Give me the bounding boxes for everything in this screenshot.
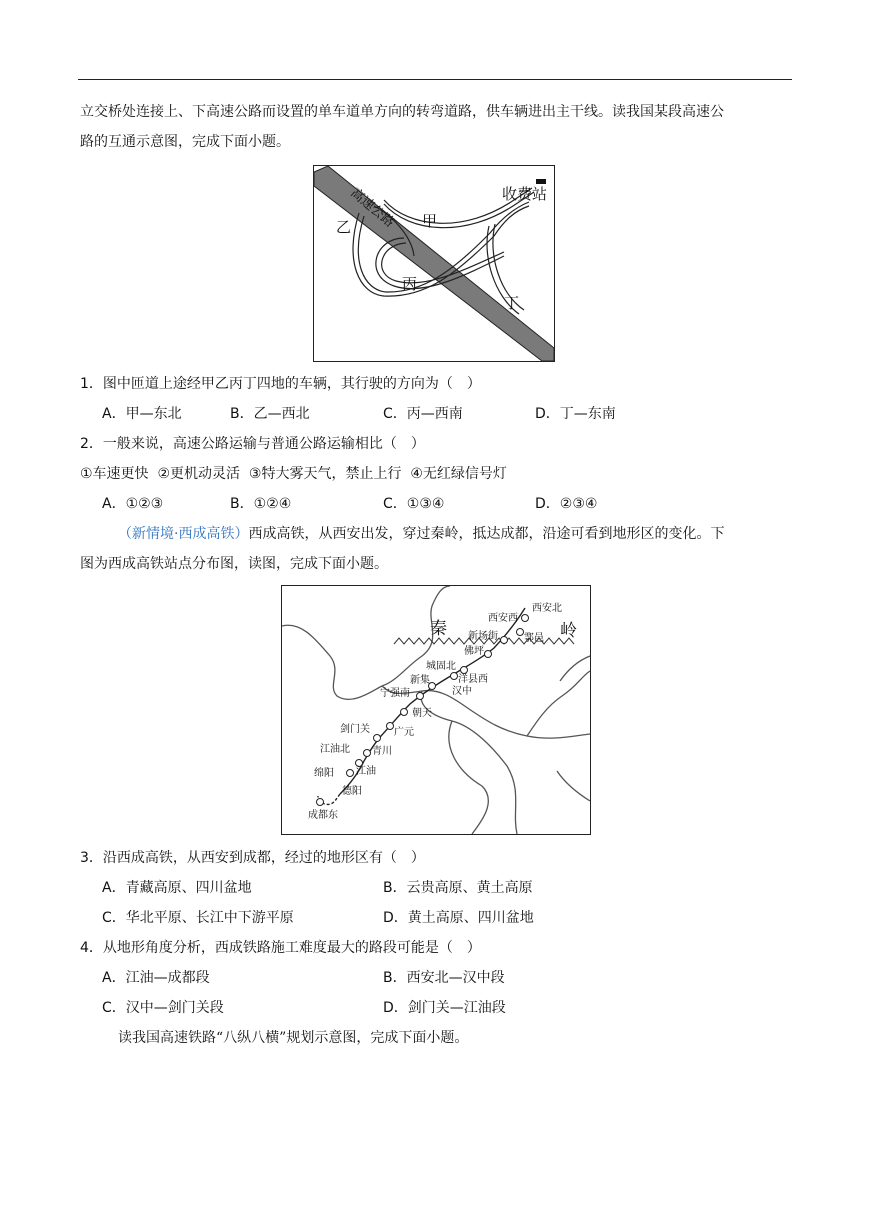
station-xianxi: 西安西 (488, 613, 518, 624)
q3-option-c[interactable]: C．华北平原、长江中下游平原 (102, 910, 294, 926)
station-guangyuan: 广元 (394, 727, 414, 738)
context2-line-1-text: 西成高铁，从西安出发，穿过秦岭，抵达成都，沿途可看到地形区的变化。下 (248, 526, 725, 542)
label-jia: 甲 (422, 212, 438, 230)
q2-option-c[interactable]: C．①③④ (383, 496, 445, 512)
q2-stem: 2．一般来说，高速公路运输与普通公路运输相比（ ） (80, 436, 425, 452)
q1-stem: 1．图中匝道上途经甲乙丙丁四地的车辆，其行驶的方向为（ ） (80, 376, 481, 392)
q4-option-a[interactable]: A．江油—成都段 (102, 970, 210, 986)
station-jiangyou: 江油 (356, 766, 376, 777)
station-qingchuan: 青川 (372, 746, 392, 757)
label-yi: 乙 (336, 218, 352, 236)
station-ningqiangnan: 宁强南 (380, 688, 410, 699)
q3-option-b[interactable]: B．云贵高原、黄土高原 (383, 880, 533, 896)
q1-option-d[interactable]: D．丁—东南 (535, 406, 616, 422)
header-rule (78, 79, 792, 80)
station-chenggubei: 城固北 (426, 661, 456, 672)
q4-option-d[interactable]: D．剑门关—江油段 (383, 1000, 506, 1016)
interchange-svg (314, 166, 554, 361)
q1-option-c[interactable]: C．丙—西南 (383, 406, 463, 422)
station-xinchangjie: 新场街 (468, 631, 498, 642)
q2-statements: ①车速更快 ②更机动灵活 ③特大雾天气，禁止上行 ④无红绿信号灯 (80, 466, 507, 482)
closing-instruction: 读我国高速铁路“八纵八横”规划示意图，完成下面小题。 (118, 1030, 469, 1046)
q3-option-d[interactable]: D．黄土高原、四川盆地 (383, 910, 534, 926)
station-xianbei: 西安北 (532, 603, 562, 614)
station-deyang: 德阳 (342, 786, 362, 797)
region-label-ling: 岭 (560, 621, 577, 641)
station-foping: 佛坪 (464, 646, 484, 657)
toll-station-icon (536, 179, 546, 184)
station-mianyang: 绵阳 (314, 768, 334, 779)
context2-tag: （新情境·西成高铁） (118, 526, 249, 542)
intro-line-2: 路的互通示意图，完成下面小题。 (80, 134, 290, 150)
q2-option-b[interactable]: B．①②④ (230, 496, 292, 512)
highway-label: 高速公路 (347, 185, 397, 231)
q3-stem: 3．沿西成高铁，从西安到成都，经过的地形区有（ ） (80, 850, 425, 866)
station-jianmenguan: 剑门关 (340, 724, 370, 735)
context2-line-2: 图为西成高铁站点分布图，读图，完成下面小题。 (80, 556, 388, 572)
label-bing: 丙 (402, 275, 418, 293)
q1-option-a[interactable]: A．甲—东北 (102, 406, 182, 422)
xicheng-railway-map (281, 585, 591, 835)
station-yangxianxi: 洋县西 (458, 674, 488, 685)
railway-map-svg (282, 586, 590, 834)
toll-station-label: 收费站 (502, 185, 548, 203)
q2-option-a[interactable]: A．①②③ (102, 496, 164, 512)
q1-option-b[interactable]: B．乙—西北 (230, 406, 310, 422)
label-ding: 丁 (504, 294, 520, 312)
intro-line-1: 立交桥处连接上、下高速公路而设置的单车道单方向的转弯道路，供车辆进出主干线。读我国某段高速公 (80, 104, 724, 120)
q3-option-a[interactable]: A．青藏高原、四川盆地 (102, 880, 252, 896)
station-chaotian: 朝天 (412, 708, 432, 719)
q4-option-b[interactable]: B．西安北—汉中段 (383, 970, 505, 986)
q4-stem: 4．从地形角度分析，西成铁路施工难度最大的路段可能是（ ） (80, 940, 481, 956)
region-label-qin: 秦 (430, 619, 447, 639)
station-huyi: 鄠邑 (524, 633, 544, 644)
q2-option-d[interactable]: D．②③④ (535, 496, 598, 512)
station-chengdudong: 成都东 (308, 810, 338, 821)
station-hanzhong: 汉中 (452, 686, 472, 697)
station-xinji: 新集 (410, 675, 430, 686)
station-jiangyoubei: 江油北 (320, 744, 350, 755)
context2-line-1 (118, 523, 724, 543)
interchange-diagram (313, 165, 555, 362)
q4-option-c[interactable]: C．汉中—剑门关段 (102, 1000, 224, 1016)
